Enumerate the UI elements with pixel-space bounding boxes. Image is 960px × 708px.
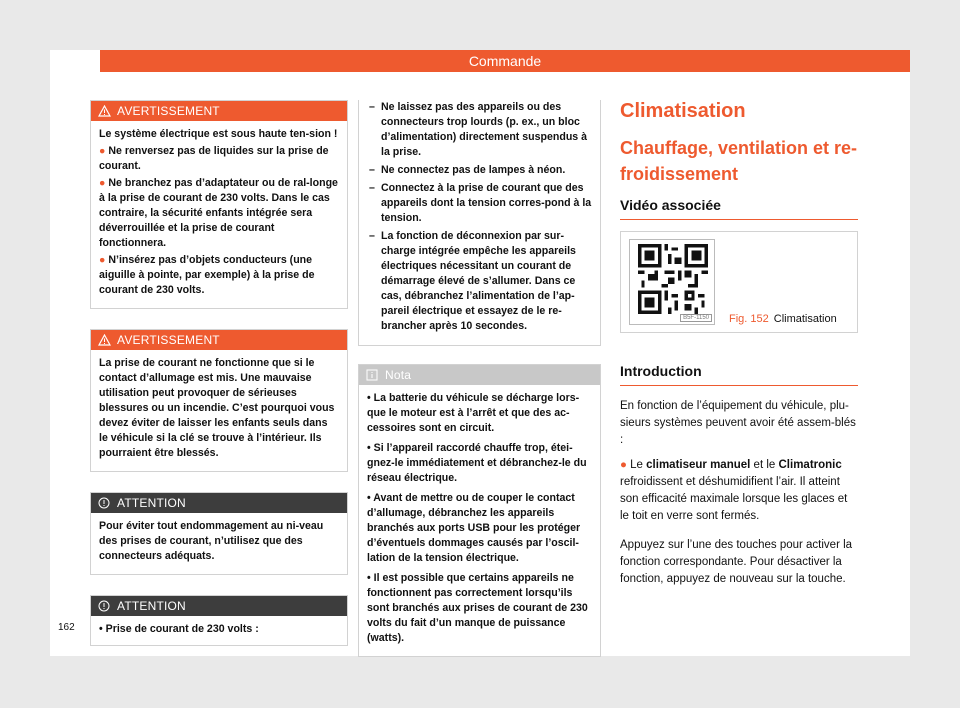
list-item: – Ne connectez pas de lampes à néon. (369, 164, 566, 176)
nota-label: Nota (385, 368, 412, 382)
warning-box-1 (90, 100, 348, 309)
nota-bullet: • La batterie du véhicule se décharge lors-que le moteur est à l’arrêt et que des ac-cessoires sont en circuit. (367, 392, 580, 434)
warning-triangle-icon (97, 333, 111, 347)
nota-bullet: • Avant de mettre ou de couper le contact d’allumage, débranchez les appareils branchés aux ports USB pour les protéger d’éventuels dommages causés par l’oscil-lation de la tension électrique. (367, 492, 581, 564)
figure-152 (620, 231, 858, 333)
video-heading: Vidéo associée (620, 197, 858, 220)
intro-paragraph: En fonction de l’équipement du véhicule, plu-sieurs systèmes peuvent avoir été assem-blés : (620, 400, 856, 446)
info-circle-icon (97, 599, 111, 613)
figure-tag: B5F-1150 (680, 314, 712, 322)
info-circle-icon (97, 496, 111, 510)
attention-header (91, 493, 347, 513)
warning-bullet: ● N’insérez pas d’objets conducteurs (une aiguille à pointe, par exemple) à la prise de courant de 230 volts. (99, 254, 315, 296)
nota-box (358, 364, 601, 657)
list-item: – Connectez à la prise de courant que des appareils dont la tension corres-pond à la tension. (369, 182, 592, 224)
chapter-title: Climatisation (620, 100, 746, 122)
list-item: – Ne laissez pas des appareils ou des connecteurs trop lourds (p. ex., un bloc d’alimentation) directement suspendus à la prise. (369, 101, 588, 158)
attention-box-1 (90, 492, 348, 575)
instruction-paragraph: Appuyez sur l’une des touches pour activer la fonction correspondante. Pour désactiver la fonction, appuyez de nouveau sur la touche. (620, 539, 853, 585)
page-number: 162 (58, 622, 75, 633)
attention-box-2 (90, 595, 348, 646)
list-item: – La fonction de déconnexion par sur-charge intégrée empêche les appareils électriques nécessitant un courant de démarrage élevé de s’allumer. Dans ce cas, débranchez l’alimentation de l’ap-pareil électrique et essayez de le re-brancher après 10 secondes. (369, 230, 576, 332)
nota-header (359, 365, 600, 385)
warning-box-2 (90, 329, 348, 472)
column-middle (358, 100, 601, 677)
attention-bullet: • Prise de courant de 230 volts : (99, 623, 259, 635)
attention-continued-list (358, 100, 601, 346)
introduction-heading: Introduction (620, 363, 858, 386)
warning-text: La prise de courant ne fonctionne que si le contact d’allumage est mis. Une mauvaise utilisation peut provoquer de sérieuses blessures ou un incendie. C’est pourquoi vous devez éviter de laisser les enfants seuls dans le véhicule si la clé se trouve à l’intérieur. Ils pourraient être blessés. (99, 357, 335, 459)
warning-triangle-icon (97, 104, 111, 118)
section-header: Commande (100, 50, 910, 72)
column-left (90, 100, 348, 666)
info-square-icon (365, 368, 379, 382)
column-right (620, 100, 858, 588)
warning-label: AVERTISSEMENT (117, 333, 220, 347)
attention-label: ATTENTION (117, 599, 186, 613)
intro-bullet: ● Le climatiseur manuel et le Climatronic refroidissent et déshumidifient l’air. Il atteint son efficacité maximale lorsque les glaces et le toit en verre sont fermés. (620, 459, 848, 522)
warning-intro: Le système électrique est sous haute ten-sion ! (99, 128, 338, 140)
nota-bullet: • Si l’appareil raccordé chauffe trop, étei-gnez-le immédiatement et débranchez-le du réseau électrique. (367, 442, 587, 484)
attention-text: Pour éviter tout endommagement au ni-veau des prises de courant, n’utilisez que des connecteurs adéquats. (99, 520, 324, 562)
qr-code[interactable] (629, 239, 715, 325)
figure-caption (729, 313, 837, 325)
warning-bullet: ● Ne branchez pas d’adaptateur ou de ral-longe à la prise de courant de 230 volts. Dans le cas contraire, la sécurité enfants intégrée sera déverrouillée et la prise de courant fonctionnera. (99, 177, 338, 249)
warning-label: AVERTISSEMENT (117, 104, 220, 118)
warning-header (91, 101, 347, 121)
nota-bullet: • Il est possible que certains appareils ne fonctionnent pas correctement lorsqu’ils sont branchés aux prises de courant de 230 volts du fait d’un manque de puissance (watts). (367, 572, 588, 644)
warning-bullet: ● Ne renversez pas de liquides sur la prise de courant. (99, 145, 329, 172)
figure-number: Fig. 152 (729, 313, 769, 325)
manual-page (50, 50, 910, 656)
attention-label: ATTENTION (117, 496, 186, 510)
figure-caption-text: Climatisation (773, 313, 837, 325)
attention-header (91, 596, 347, 616)
warning-header (91, 330, 347, 350)
section-title: Chauffage, ventilation et re-froidissement (620, 138, 858, 184)
